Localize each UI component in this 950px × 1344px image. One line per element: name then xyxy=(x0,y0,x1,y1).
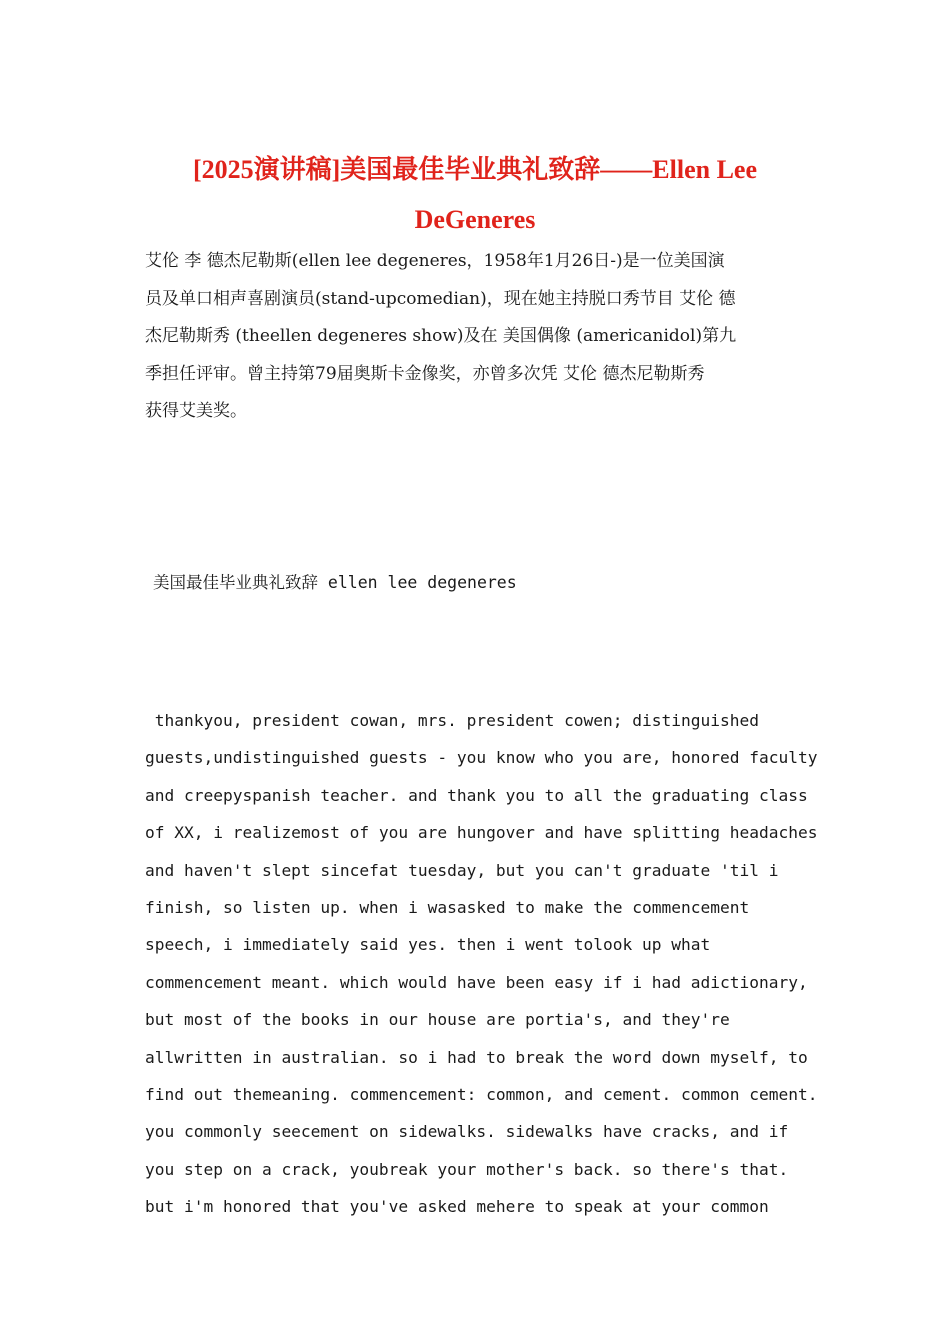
document-title xyxy=(120,145,830,245)
body-line: you step on a crack, youbreak your mother's back. so there's that. xyxy=(145,1159,789,1179)
body-line: thankyou, president cowan, mrs. president cowen; distinguished xyxy=(145,711,759,730)
intro-line: 艾伦 李 德杰尼勒斯(ellen lee degeneres，1958年1月26日-)是一位美国演 xyxy=(145,251,725,271)
speech-subheading: 美国最佳毕业典礼致辞 ellen lee degeneres xyxy=(153,573,517,592)
body-line: speech, i immediately said yes. then i went tolook up what xyxy=(145,935,711,955)
intro-line: 获得艾美奖。 xyxy=(145,401,247,421)
body-line: and haven't slept sincefat tuesday, but you can't graduate 'til i xyxy=(145,860,779,880)
body-line: commencement meant. which would have been easy if i had adictionary, xyxy=(145,972,808,992)
body-line: of XX, i realizemost of you are hungover and have splitting headaches xyxy=(145,823,818,843)
intro-line: 季担任评审。曾主持第79届奥斯卡金像奖，亦曾多次凭 艾伦 德杰尼勒斯秀 xyxy=(145,363,705,384)
title-line: DeGeneres xyxy=(414,205,536,234)
body-line: but i'm honored that you've asked mehere to speak at your common xyxy=(145,1197,769,1217)
body-line: you commonly seecement on sidewalks. sidewalks have cracks, and if xyxy=(145,1122,789,1142)
title-line: [2025演讲稿]美国最佳毕业典礼致辞——Ellen Lee xyxy=(192,155,758,184)
body-line: and creepyspanish teacher. and thank you to all the graduating class xyxy=(145,785,808,805)
body-line: guests,undistinguished guests - you know who you are, honored faculty xyxy=(145,748,818,768)
intro-line: 员及单口相声喜剧演员(stand-upcomedian)，现在她主持脱口秀节目 艾伦 德 xyxy=(145,288,736,309)
body-line: find out themeaning. commencement: common, and cement. common cement. xyxy=(145,1085,818,1105)
intro-line: 杰尼勒斯秀 (theellen degeneres show)及在 美国偶像 (americanidol)第九 xyxy=(145,326,737,346)
speech-body xyxy=(145,702,818,1226)
body-line: but most of the books in our house are portia's, and they're xyxy=(145,1010,730,1030)
body-line: allwritten in australian. so i had to break the word down myself, to xyxy=(145,1047,808,1067)
body-line: finish, so listen up. when i wasasked to make the commencement xyxy=(145,898,750,918)
intro-paragraph xyxy=(145,243,810,431)
